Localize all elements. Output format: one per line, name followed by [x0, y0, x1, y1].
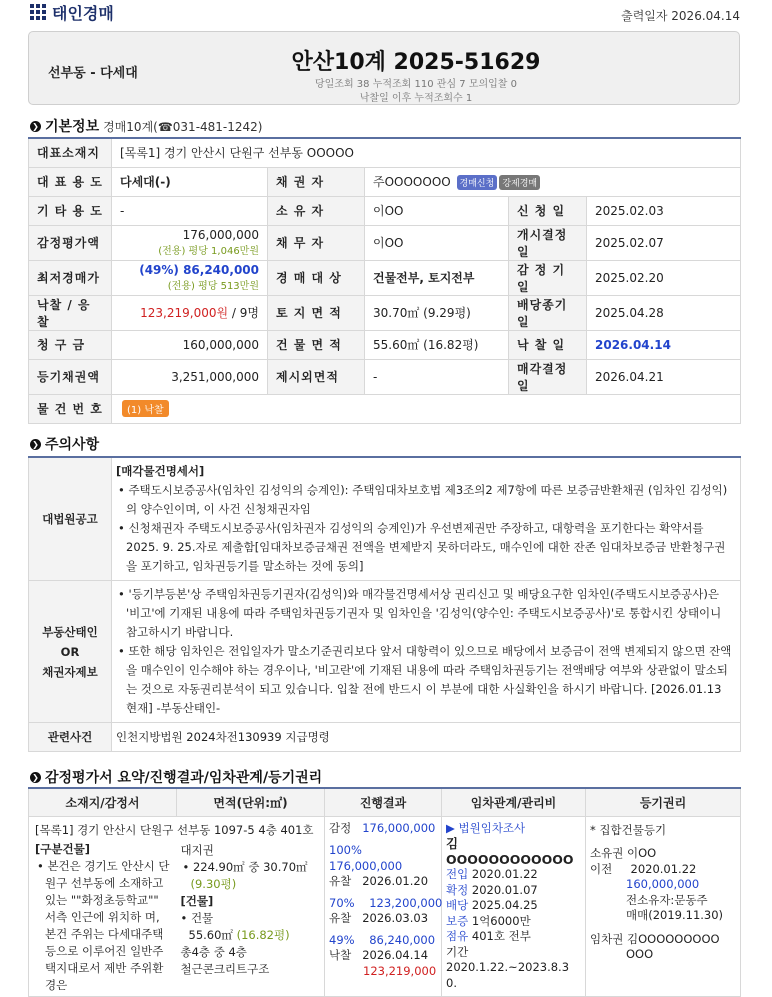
registry-lease	[590, 932, 736, 948]
label-creditor: 채 권 자	[268, 167, 365, 196]
value-target: 건물전부, 토지전부	[365, 260, 509, 295]
progress-amount: 176,000,000	[329, 858, 403, 873]
label-start-date: 개시결정일	[509, 225, 587, 260]
taein-notice-content	[112, 581, 741, 723]
tenant-period: 기간 2020.1.22.~2023.8.3	[446, 944, 570, 974]
label-target: 경 매 대 상	[268, 260, 365, 295]
label-taein-line: OR	[60, 644, 80, 659]
progress-cell	[325, 816, 442, 996]
creditor-name: 주OOOOOOO	[373, 175, 451, 189]
label-appraisal: 감정평가액	[29, 225, 112, 260]
progress-date: 2026.03.03	[362, 911, 429, 925]
court-notice-line: • 신청채권자 주택도시보증공사(임차권자 김성익의 승계인)가 우선변제권만 주장하고, 대항력을 포기한다는 확약서를 2025. 9. 25.자로 제출함[임대차보증금채권 전액을 변제받지 못하더라도, 매수인에 대한 잔존 임대차보증금 반환청구권을 포기하고, 임차권등기를 말소하는 것에 동의]	[118, 521, 726, 573]
case-number: 안산10계 2025-51629	[291, 50, 541, 75]
tenant-label: 배당	[446, 898, 469, 912]
tenant-value: 2025.04.25	[471, 898, 538, 912]
progress-status: 낙찰	[329, 948, 352, 962]
value-appraisal-date: 2025.02.20	[587, 260, 741, 295]
value-apply-date: 2025.02.03	[587, 196, 741, 225]
building-heading: [구분건물]	[35, 842, 90, 856]
tenant-deposit	[446, 914, 581, 930]
progress-round-2	[329, 895, 443, 912]
item-number-badge[interactable]: (1) 낙찰	[122, 400, 169, 417]
section-summary-title	[30, 767, 322, 787]
progress-date: 2026.04.14	[362, 948, 429, 962]
grid-menu-icon[interactable]	[30, 4, 46, 20]
value-claim: 160,000,000	[112, 330, 268, 359]
tenant-value: 2020.01.22	[471, 867, 538, 881]
label-sale-decision: 매각결정일	[509, 359, 587, 394]
tenant-movein	[446, 867, 581, 883]
value-appraisal	[112, 225, 268, 260]
label-taein-line: 부동산태인	[42, 624, 98, 639]
value-sale-decision: 2026.04.21	[587, 359, 741, 394]
caution-table	[28, 456, 741, 752]
area-land-right: 대지권	[180, 843, 214, 857]
min-price-amount: (49%) 86,240,000	[139, 263, 259, 277]
location-area-cell	[29, 816, 325, 996]
summary-table	[28, 787, 741, 997]
chevron-right-icon: ❯	[30, 121, 41, 132]
area-structure: 철근콘크리트구조	[180, 962, 270, 976]
progress-amount: 176,000,000	[362, 820, 436, 835]
label-court-notice: 대법원공고	[29, 457, 112, 581]
tenant-label: 보증	[446, 913, 469, 928]
tenant-name: 김OOOOOOOOOOOO	[446, 836, 574, 867]
label-extra-area: 제시외면적	[268, 359, 365, 394]
court-notice-content	[112, 457, 741, 581]
label-bid-date: 낙 찰 일	[509, 330, 587, 359]
summary-address: [목록1] 경기 안산시 단원구 선부동 1097-5 4층 401호	[35, 822, 314, 837]
label-appraisal-date: 감 정 기 일	[509, 260, 587, 295]
progress-round-2-result	[329, 911, 437, 927]
label-debtor: 채 무 자	[268, 225, 365, 260]
label-building-area: 건 물 면 적	[268, 330, 365, 359]
progress-date: 2026.01.20	[362, 874, 429, 888]
label-registered-debt: 등기채권액	[29, 359, 112, 394]
progress-amount: 86,240,000	[369, 932, 436, 947]
label-address: 대표소재지	[29, 138, 112, 167]
value-min-price	[112, 260, 268, 295]
section-summary-label: 감정평가서 요약/진행결과/임차관계/등기권리	[45, 770, 323, 786]
registry-transfer	[590, 862, 736, 878]
registry-label: 임차권	[590, 931, 624, 946]
label-dividend-end: 배당종기일	[509, 295, 587, 330]
case-region: 선부동 - 다세대	[48, 66, 138, 81]
value-creditor	[365, 167, 741, 196]
area-building-size: 55.60㎡	[188, 928, 233, 942]
value-bid	[112, 295, 268, 330]
tenant-label: 확정	[446, 882, 469, 897]
area-land-value	[181, 859, 321, 893]
registry-label: 소유권	[590, 846, 624, 860]
taein-notice-line: • '등기부등본'상 주택임차권등기권자(김성익)와 매각물건명세서상 권리신고 및 배당요구한 임차인(주택도시보증공사)은 '비고'에 기재된 내용에 따라 주택임차권등기권자 및 임차인을 '김성익(양수인: 주택도시보증공사)'로 통합시킨 상태이니 참고하시기 바랍니다.	[118, 587, 722, 639]
chevron-right-icon: ❯	[30, 439, 41, 450]
progress-round-1	[329, 843, 437, 874]
tenant-period-cont: 0.	[446, 975, 457, 990]
print-date: 출력일자 2026.04.14	[621, 9, 740, 23]
registry-prev-owner: 전소유자:문동주	[626, 892, 708, 907]
area-building-value	[181, 927, 321, 944]
label-other-use: 기 타 용 도	[29, 196, 112, 225]
section-caution-title	[30, 434, 99, 454]
value-item-number	[112, 394, 741, 423]
registry-owner	[590, 846, 736, 862]
value-start-date: 2025.02.07	[587, 225, 741, 260]
section-basic-title	[30, 116, 262, 136]
progress-round-3	[329, 933, 437, 949]
value-registered-debt: 3,251,000,000	[112, 359, 268, 394]
label-land-area: 토 지 면 적	[268, 295, 365, 330]
progress-label: 감정	[329, 820, 352, 835]
appraisal-per-pyeong: (전용) 평당 1,046만원	[158, 246, 259, 257]
registry-value-cont: OOO	[626, 947, 654, 961]
min-price-per-pyeong: (전용) 평당 513만원	[167, 281, 259, 292]
value-bid-date: 2026.04.14	[587, 330, 741, 359]
registry-transfer-type: 매매(2019.11.30)	[626, 908, 724, 922]
registry-heading: * 집합건물등기	[590, 822, 667, 837]
badge-auction-request: 경매신청	[457, 175, 498, 190]
col-header-location: 소재지/감정서	[29, 788, 177, 816]
view-stats-after: 낙찰일 이후 누적조회수 1	[359, 93, 473, 104]
tenant-fixed	[446, 883, 581, 899]
court-notice-title: [매각물건명세서]	[116, 464, 205, 478]
label-taein-line: 채권자제보	[42, 664, 98, 679]
label-use: 대 표 용 도	[29, 167, 112, 196]
taein-notice-line: • 또한 해당 임차인은 전입일자가 말소기준권리보다 앞서 대항력이 있으므로 배당에서 보증금이 전액 변제되지 않으면 잔액을 매수인이 인수해야 하는 경우이나, '비고란'에 기재된 내용에 따라 주택임차권등기는 전액배당 여부와 상관없이 말소되는 것으로 자동권리분석이 되고 있습니다. 입찰 전에 반드시 이 부분에 대한 사실확인을 하시기 바랍니다. [2026.01.13 현재] -부동산태인-	[118, 644, 732, 715]
tenant-cell	[442, 816, 586, 996]
progress-round-3-result	[329, 948, 437, 964]
col-header-registry: 등기권리	[586, 788, 741, 816]
tenant-label: 점유	[446, 929, 469, 943]
value-land-area: 30.70㎡ (9.29평)	[365, 295, 509, 330]
court-contact: 경매10계(☎031-481-1242)	[103, 119, 263, 134]
badge-forced-auction: 강제경매	[499, 175, 540, 190]
label-taein	[29, 581, 112, 723]
label-apply-date: 신 청 일	[509, 196, 587, 225]
chevron-right-icon: ❯	[30, 772, 41, 783]
registry-amount: 160,000,000	[626, 877, 700, 891]
building-text: • 본건은 경기도 안산시 단원구 선부동에 소재하고 있는 ""화정초등학교"" 서측 인근에 위치하 며, 본건 주위는 다세대주택 등으로 이루어진 일반주택지대로서 제반 주위환경은	[37, 858, 170, 992]
tenant-value: 2020.01.07	[471, 882, 538, 897]
court-tenant-survey-link[interactable]: ▶ 법원임차조사	[446, 820, 526, 835]
value-extra-area: -	[365, 359, 509, 394]
progress-status: 유찰	[329, 874, 352, 888]
section-basic-label: 기본정보	[45, 119, 100, 135]
label-claim: 청 구 금	[29, 330, 112, 359]
registry-value: 이OO	[626, 846, 657, 860]
area-land-pyeong: (9.30평)	[190, 877, 237, 891]
area-building-pyeong: (16.82평)	[236, 928, 290, 942]
progress-pct: 100%	[329, 843, 362, 857]
area-details	[177, 842, 325, 994]
value-address: [목록1] 경기 안산시 단원구 선부동 OOOOO	[112, 138, 741, 167]
area-building: • 건물	[180, 911, 214, 925]
tenant-value: 1억6000만	[471, 913, 531, 928]
section-caution-label: 주의사항	[45, 437, 100, 453]
col-header-area: 면적(단위:㎡)	[177, 788, 325, 816]
progress-appraisal	[329, 821, 437, 837]
view-stats: 당일조회 38 누적조회 110 관심 7 모의입찰 0	[314, 79, 518, 90]
progress-pct: 49%	[329, 932, 355, 947]
value-other-use: -	[112, 196, 268, 225]
progress-pct: 70%	[329, 895, 355, 910]
registry-value: 김OOOOOOOOO	[626, 931, 720, 946]
value-dividend-end: 2025.04.28	[587, 295, 741, 330]
court-notice-line: • 주택도시보증공사(임차인 김성익의 승계인): 주택임대차보호법 제3조의2 제7항에 따른 보증금반환채권 (임차인 김성익)의 양수인이며, 이 사건 신청채권자임	[118, 483, 728, 516]
label-min-price: 최저경매가	[29, 260, 112, 295]
bid-count: / 9명	[228, 306, 259, 320]
basic-info-table	[28, 137, 741, 424]
col-header-tenant: 임차관계/관리비	[442, 788, 586, 816]
logo-text: 태인경매	[52, 3, 114, 23]
tenant-dividend	[446, 898, 581, 914]
site-logo[interactable]	[30, 2, 114, 22]
registry-label: 이전	[590, 861, 613, 876]
area-floor: 총4층 중 4층	[180, 945, 247, 959]
label-related-case: 관련사건	[29, 723, 112, 752]
label-owner: 소 유 자	[268, 196, 365, 225]
area-building-heading: [건물]	[180, 894, 214, 908]
bid-price: 123,219,000원	[140, 306, 229, 320]
building-description	[29, 842, 177, 994]
progress-status: 유찰	[329, 911, 352, 925]
progress-winning-price: 123,219,000	[363, 963, 437, 978]
label-item-number: 물 건 번 호	[29, 394, 112, 423]
registry-cell	[586, 816, 741, 996]
tenant-occupancy	[446, 929, 581, 945]
label-bid: 낙찰 / 응찰	[29, 295, 112, 330]
appraisal-amount: 176,000,000	[182, 228, 259, 242]
related-case[interactable]: 인천지방법원 2024차전130939 지급명령	[112, 723, 741, 752]
area-land-size: • 224.90㎡ 중 30.70㎡	[182, 860, 308, 874]
value-owner: 이OO	[365, 196, 509, 225]
registry-value: 2020.01.22	[630, 861, 697, 876]
tenant-label: 전입	[446, 867, 469, 881]
value-debtor: 이OO	[365, 225, 509, 260]
value-use: 다세대(-)	[112, 167, 268, 196]
tenant-value: 401호 전부	[471, 929, 531, 943]
progress-amount: 123,200,000	[369, 895, 443, 910]
progress-round-1-result	[329, 874, 437, 890]
value-building-area: 55.60㎡ (16.82평)	[365, 330, 509, 359]
col-header-progress: 진행결과	[325, 788, 442, 816]
